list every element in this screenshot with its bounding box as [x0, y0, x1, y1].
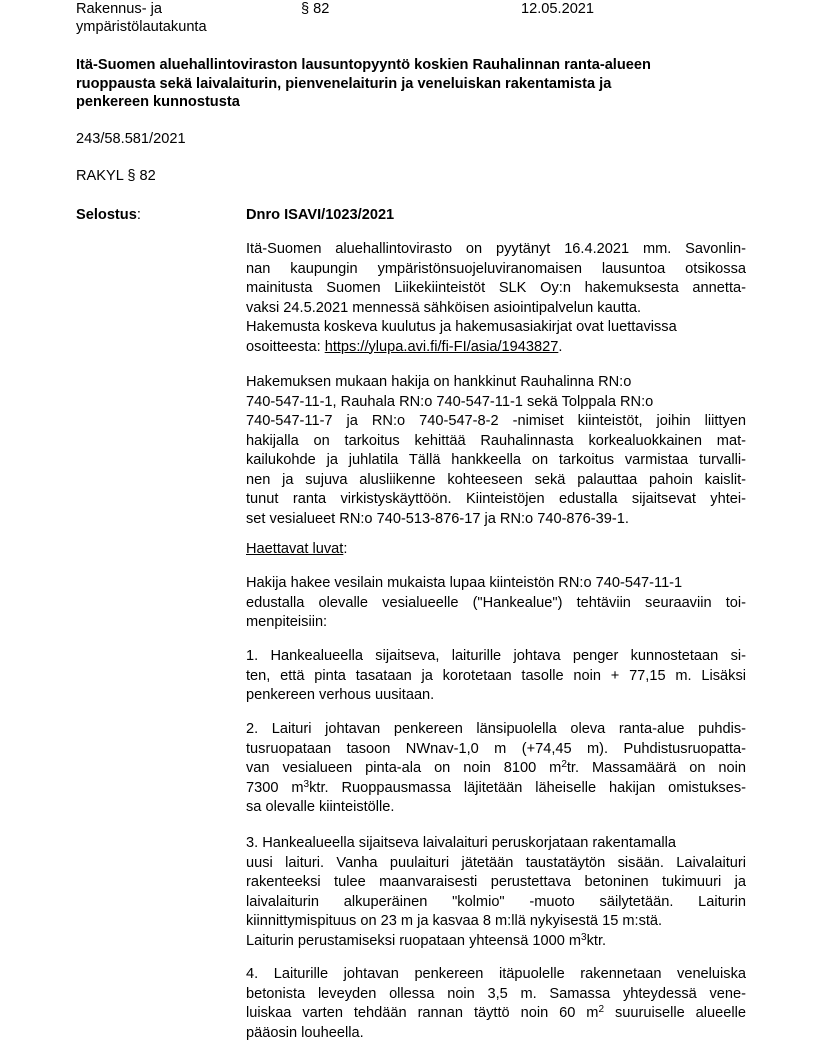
- text-line: menpiteisiin:: [246, 614, 328, 630]
- list-item-4: [246, 965, 746, 1043]
- text-line: penkereen verhous uusitaan.: [246, 687, 435, 703]
- text-line-sup: [246, 779, 746, 799]
- rakyl-reference: RAKYL § 82: [76, 168, 156, 184]
- text-line: 740-547-11-1, Rauhala RN:o 740-547-11-1 sekä Tolppala RN:o: [246, 393, 654, 410]
- text-line: 740-547-11-7 ja RN:o 740-547-8-2 -nimiset kiinteistöt, joihin liittyen: [246, 413, 746, 429]
- text-line: mainitusta Suomen Liikekiinteistöt SLK Oy:n hakemuksesta annetta-: [246, 280, 746, 296]
- title-line3: penkereen kunnostusta: [76, 94, 240, 111]
- text-line: kailukohde ja juhlatila Tällä hankkeella on tarkoitus varmistaa turvalli-: [246, 452, 746, 468]
- document-title: [76, 56, 736, 112]
- selostus-label-text: Selostus: [76, 207, 137, 223]
- selostus-label-colon: :: [136, 207, 141, 223]
- text-line: uusi laituri. Vanha puulaituri jätetään taustatäytön sisään. Laivalaituri: [246, 854, 746, 871]
- text-fragment: van vesialueen pinta-ala on noin 8100 m: [246, 760, 562, 776]
- text-fragment: Laiturin perustamiseksi ruopataan yhteensä 1000 m: [246, 932, 582, 949]
- committee-name-line2: ympäristölautakunta: [76, 19, 207, 35]
- text-line-sup: [246, 932, 746, 952]
- text-line: kiinnittymispituus on 23 m ja kasvaa 8 m:llä nykyisestä 15 m:stä.: [246, 913, 663, 929]
- selostus-label: [76, 206, 141, 224]
- committee-name-line1: Rakennus- ja: [76, 1, 162, 17]
- text-line-sup: [246, 759, 746, 779]
- text-fragment: ktr. Ruoppausmassa läjitetään läheiselle hakijan omistukses-: [309, 779, 746, 796]
- title-line1: Itä-Suomen aluehallintoviraston lausuntopyyntö koskien Rauhalinnan ranta-alueen: [76, 57, 651, 73]
- text-line: nan kaupungin ympäristönsuojeluviranomaisen lausuntoa otsikossa: [246, 260, 746, 277]
- haettavat-luvat-heading: [246, 540, 347, 558]
- text-line: Hakija hakee vesilain mukaista lupaa kiinteistön RN:o 740-547-11-1: [246, 575, 683, 591]
- list-item-2: [246, 720, 746, 818]
- text-line: Itä-Suomen aluehallintovirasto on pyytänyt 16.4.2021 mm. Savonlin-: [246, 241, 746, 257]
- text-line: 4. Laiturille johtavan penkereen itäpuolelle rakennetaan veneluiska: [246, 966, 746, 982]
- link-suffix: .: [558, 338, 563, 355]
- text-line: 3. Hankealueella sijaitseva laivalaituri peruskorjataan rakentamalla: [246, 835, 676, 851]
- text-line: laivalaiturin alkuperäinen "kolmio" -muoto säilytetään. Laiturin: [246, 893, 746, 910]
- meeting-date: 12.05.2021: [521, 1, 595, 17]
- text-fragment: ktr.: [586, 932, 607, 949]
- superscript: 3: [303, 778, 310, 790]
- title-line2: ruoppausta sekä laivalaiturin, pienvenelaiturin ja veneluiskan rakentamista ja: [76, 75, 612, 92]
- text-line: sa olevalle kiinteistölle.: [246, 799, 395, 815]
- text-fragment: luiskaa varten tehdään rannan täyttö noin 60 m: [246, 1005, 599, 1021]
- superscript: 2: [561, 759, 567, 770]
- list-item-1: [246, 647, 746, 706]
- paragraph-permit-request: [246, 574, 746, 633]
- text-line-sup: [246, 1004, 746, 1024]
- section-number: § 82: [301, 1, 330, 17]
- haettavat-luvat-colon: :: [343, 541, 348, 557]
- paragraph-request: [246, 240, 746, 357]
- superscript: 2: [598, 1004, 605, 1015]
- text-line: Hakemusta koskeva kuulutus ja hakemusasiakirjat ovat luettavissa: [246, 319, 677, 335]
- dnro-heading: Dnro ISAVI/1023/2021: [246, 207, 395, 223]
- text-line: hakijalla on tarkoitus kehittää Rauhalinnasta korkealuokkainen mat-: [246, 432, 746, 449]
- haettavat-luvat-label: Haettavat luvat: [246, 541, 344, 557]
- hakemus-link[interactable]: https://ylupa.avi.fi/fi-FI/asia/1943827: [324, 338, 559, 355]
- text-line: set vesialueet RN:o 740-513-876-17 ja RN:o 740-876-39-1.: [246, 510, 629, 527]
- text-line: vaksi 24.5.2021 mennessä sähköisen asiointipalvelun kautta.: [246, 299, 642, 316]
- text-fragment: suuruiselle alueelle: [604, 1005, 746, 1021]
- text-line: pääosin louheella.: [246, 1024, 364, 1041]
- text-fragment: 7300 m: [246, 779, 304, 796]
- record-number: 243/58.581/2021: [76, 131, 186, 147]
- text-line: 1. Hankealueella sijaitseva, laiturille johtava penger kunnostetaan si-: [246, 648, 746, 664]
- list-item-3: [246, 834, 746, 951]
- text-line-link: [246, 338, 746, 358]
- text-line: tusruopataan tasoon NWnav-1,0 m (+74,45 m). Puhdistusruopatta-: [246, 740, 746, 757]
- committee-name: [76, 0, 207, 36]
- paragraph-application: [246, 373, 746, 529]
- link-prefix: osoitteesta:: [246, 338, 325, 355]
- text-line: 2. Laituri johtavan penkereen länsipuolella oleva ranta-alue puhdis-: [246, 721, 746, 737]
- text-line: rakenteeksi tulee maanvaraisesti perustettava betoninen tukimuuri ja: [246, 874, 746, 890]
- text-line: betonista leveyden ollessa noin 3,5 m. Samassa yhteydessä vene-: [246, 985, 746, 1002]
- text-line: nen ja sujuva alusliikenne kohteeseen sekä palauttaa pahoin kaislit-: [246, 471, 746, 488]
- text-line: tunut ranta virkistyskäyttöön. Kiinteistöjen edustalla sijaitsevat yhtei-: [246, 491, 746, 507]
- superscript: 3: [581, 931, 587, 943]
- text-fragment: tr. Massamäärä on noin: [566, 760, 746, 776]
- text-line: Hakemuksen mukaan hakija on hankkinut Rauhalinna RN:o: [246, 374, 632, 390]
- text-line: ten, että pinta tasataan ja korotetaan tasolle noin + 77,15 m. Lisäksi: [246, 667, 746, 684]
- text-line: edustalla olevalle vesialueelle ("Hankealue") tehtäviin seuraaviin toi-: [246, 594, 746, 611]
